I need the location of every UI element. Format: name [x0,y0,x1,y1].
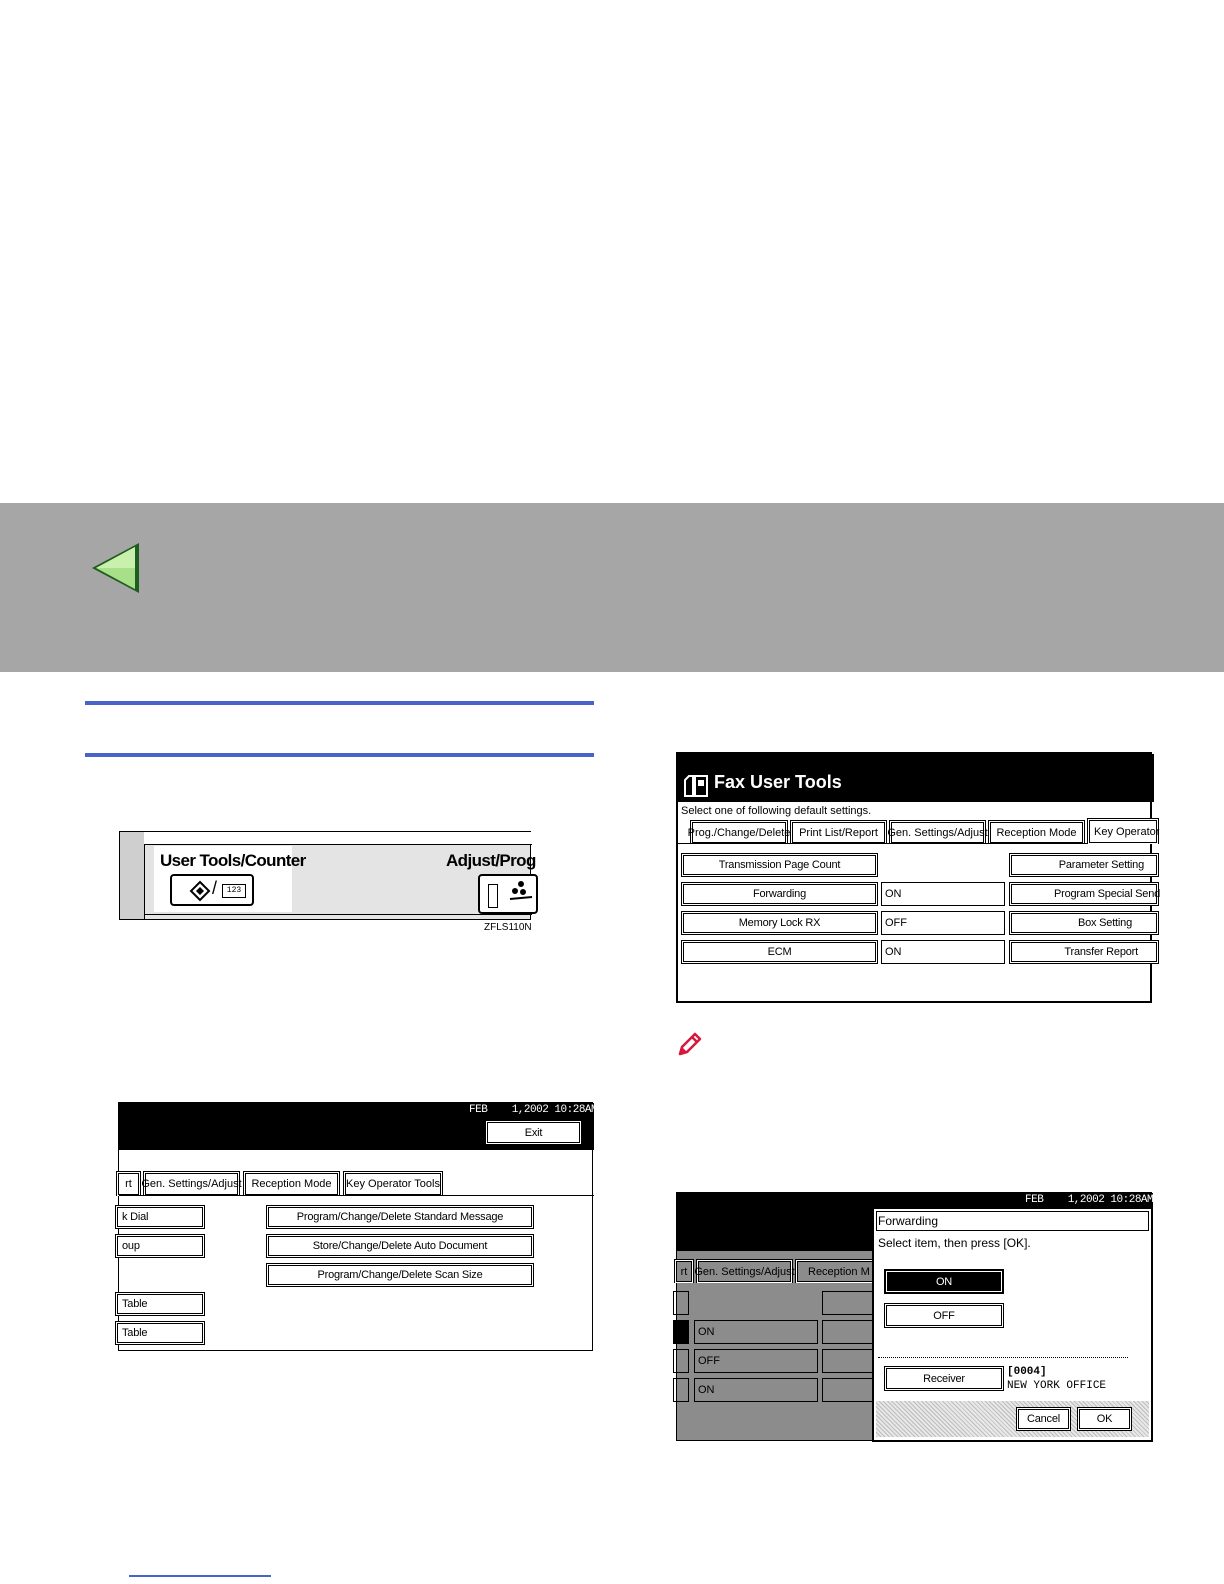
program-special-sender-button[interactable]: Program Special Send [1009,882,1159,906]
ecm-button[interactable]: ECM [681,940,878,964]
off-button[interactable]: OFF [884,1303,1004,1328]
back-arrow-icon[interactable] [90,542,140,594]
fax-user-tools-screen [676,752,1161,1003]
tab-reception-mode: Reception M [795,1259,885,1283]
user-tools-key[interactable]: / 123 [170,874,254,906]
section-rule-bottom [85,753,594,757]
table-button-1[interactable]: Table [115,1292,205,1316]
parameter-setting-button[interactable]: Parameter Setting [1009,853,1159,877]
screen-title: Fax User Tools [714,772,842,792]
adjust-icon [510,880,532,902]
standard-message-button[interactable]: Program/Change/Delete Standard Message [266,1205,534,1229]
screen-subtitle: Select one of following default settings. [681,805,872,817]
transfer-report-button[interactable]: Transfer Report [1009,940,1159,964]
table-button-2[interactable]: Table [115,1321,205,1345]
ok-button[interactable]: OK [1077,1407,1132,1431]
memory-lock-rx-button[interactable]: Memory Lock RX [681,911,878,935]
tab-key-operator[interactable]: Key Operator [1087,818,1159,844]
tab-report: rt [674,1259,694,1283]
memory-lock-value: OFF [694,1349,818,1373]
scan-size-button[interactable]: Program/Change/Delete Scan Size [266,1263,534,1287]
cancel-button[interactable]: Cancel [1016,1407,1071,1431]
forwarding-dialog-screen [676,1192,1152,1441]
receiver-button[interactable]: Receiver [884,1366,1004,1391]
tab-reception-mode[interactable]: Reception Mode [243,1171,340,1196]
footer-link-underline[interactable] [129,1575,271,1577]
group-button[interactable]: oup [115,1234,205,1258]
adjust-prog-label: Adjust/Prog [446,851,536,870]
note-pencil-icon [676,1030,704,1058]
adjust-prog-key[interactable] [478,874,538,914]
fax-user-tools-icon [683,774,709,798]
memory-lock-rx-value: OFF [881,911,1005,935]
panel-caption: ZFLS110N [484,922,532,933]
forwarding-value: ON [881,882,1005,906]
tab-gen-settings: Gen. Settings/Adjust [696,1259,793,1283]
key-operator-tools-screen [118,1102,598,1351]
receiver-code: [0004] [1007,1366,1047,1378]
header-band [0,503,1224,672]
tab-prog-change-delete[interactable]: Prog./Change/Delete [690,820,788,844]
datetime: FEB 1,2002 10:28AM [469,1104,598,1116]
forwarding-value: ON [694,1320,818,1344]
section-rule-top [85,701,594,705]
ecm-value: ON [694,1378,818,1402]
exit-button[interactable]: Exit [485,1120,582,1145]
user-tools-icon [190,881,210,901]
forwarding-dialog [872,1207,1153,1442]
speed-dial-button[interactable]: k Dial [115,1205,205,1229]
forwarding-button[interactable]: Forwarding [681,882,878,906]
user-tools-counter-label: User Tools/Counter [160,851,306,870]
box-setting-button[interactable]: Box Setting [1009,911,1159,935]
dialog-prompt: Select item, then press [OK]. [878,1236,1031,1250]
ecm-value: ON [881,940,1005,964]
dialog-title: Forwarding [878,1214,939,1228]
tab-report[interactable]: rt [116,1171,141,1196]
receiver-name: NEW YORK OFFICE [1007,1380,1107,1392]
tab-key-operator-tools[interactable]: Key Operator Tools [343,1171,443,1196]
tab-gen-settings-adjust[interactable]: Gen. Settings/Adjust [889,820,986,844]
control-panel-illustration [119,831,536,920]
auto-document-button[interactable]: Store/Change/Delete Auto Document [266,1234,534,1258]
transmission-page-count-button[interactable]: Transmission Page Count [681,853,878,877]
on-button[interactable]: ON [884,1269,1004,1294]
tab-gen-settings[interactable]: Gen. Settings/Adjust [143,1171,240,1196]
tab-reception-mode[interactable]: Reception Mode [988,820,1085,844]
tab-print-list-report[interactable]: Print List/Report [790,820,887,844]
datetime: FEB 1,2002 10:28AM [1025,1194,1154,1206]
counter-icon: 123 [222,884,246,898]
